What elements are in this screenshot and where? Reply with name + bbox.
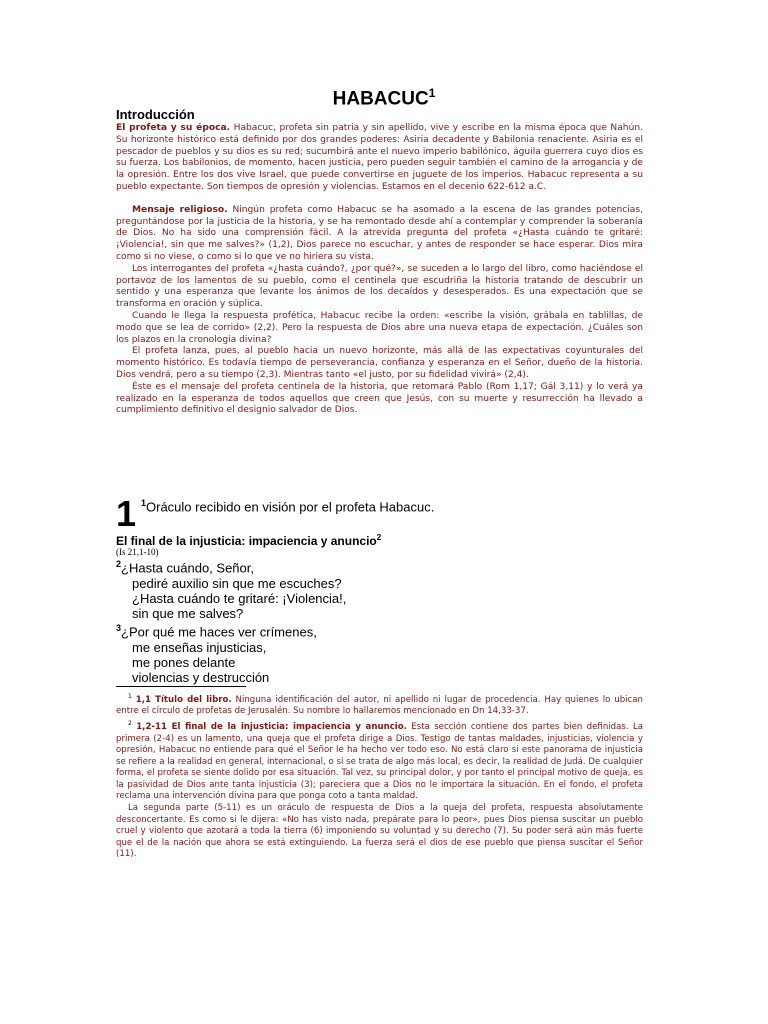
footnote-ref[interactable]: 1 [428, 86, 436, 100]
verse-1: $^1$Oráculo recibido en visión por el profeta Habacuc. [141, 498, 435, 515]
chapter-number: 1 [116, 493, 137, 534]
intro-paragraph: Mensaje religioso. Ningún profeta como Habacuc se ha asomado a la escena de las grandes potencias, preguntándose por la justicia de la historia, y se ha remontado desde ahí a contemplar y comprender la soberanía de Dios. No ha sido una comprensión fácil. A la atrevida pregunta del profeta «¿Hasta cuándo te gritaré: ¡Violencia!, sin que me salves?» (1,2), Dios parece no escuchar, y antes de responder se hace esperar. Dios mira como si no viese, o como si lo que ve no hiriera su vista. [116, 204, 643, 262]
intro-lead: El profeta y su época. [116, 123, 231, 133]
verse-line: pediré auxilio sin que me escuches? [132, 575, 342, 591]
verse-line: violencias y destrucción [132, 670, 270, 686]
verses [116, 557, 346, 685]
footnote-lead: 1,2-11 El final de la injusticia: impaciencia y anuncio. [136, 721, 407, 732]
verse-line: ¿Hasta cuándo te gritaré: ¡Violencia!, [132, 590, 347, 606]
verse-line: me enseñas injusticias, [132, 639, 267, 655]
verse-number: 1 [141, 498, 147, 508]
intro-lead: Mensaje religioso. [132, 204, 228, 215]
footnote: $^2$ 1,2-11 El final de la injusticia: impaciencia y anuncio. Esta sección contiene dos partes bien definidas. La primera (2-4) es un lamento, una queja que el profeta dirige a Dios. Testigo de tantas maldades, injusticias, violencia y opresión, Habacuc no entiende para qué el Señor le ha hecho ver todo eso. No está claro si este panorama de injusticia se refiere a la realidad en general, internacional, o si se trata de algo más local, es decir, la realidad de Judá. De cualquier forma, el profeta se siente dolido por esa situación. Tal vez, su principal dolor, y por tanto el principal motivo de queja, es la pasividad de Dios ante tanta injusticia (3); pareciera que a Dios no le importara la situación. En el fondo, el profeta reclama una intervención divina para que ponga coto a tanta maldad. [116, 720, 644, 802]
intro-paragraph: El profeta y su época. Habacuc, profeta sin patria y sin apellido, vive y escribe en la misma época que Nahún. Su horizonte histórico está definido por dos grandes poderes: Asiria decadente y Babilonia renaciente. Asiria es el pescador de pueblos y su dios es su red; sucumbirá ante el nuevo imperio babilónico, águila guerrera cuyo dios es su fuerza. Los babilonios, de momento, hacen justicia, pero pueden seguir también el camino de la arrogancia y de la opresión. Entre los dos vive Israel, que puede convertirse en juguete de los imperios. Habacuc representa a su pueblo expectante. Son tiempos de opresión y violencias. Estamos en el decenio 622-612 a.C. [116, 123, 643, 192]
footnote: $^1$ 1,1 Título del libro. Ninguna identificación del autor, ni apellido ni lugar de procedencia. Hay quienes lo ubican entre el círculo de profetas de Jerusalén. Su nombre lo hallaremos mencionado en Dn 14,33-37. [116, 693, 643, 717]
footnote-mark: 1 [128, 693, 132, 700]
introduction-heading: Introducción [116, 107, 195, 122]
footnote-lead: 1,1 Título del libro. [135, 694, 232, 705]
introduction-body [116, 123, 643, 417]
verse-number: 3 [116, 623, 122, 634]
intro-paragraph: Éste es el mensaje del profeta centinela de la historia, que retomará Pablo (Rom 1,17; Gál 3,11) y lo verá ya realizado en la esperanza de todos aquellos que creen que Jesús, con su muerte y resurrección ha llevado a cumplimiento definitivo el designio salvador de Dios. [116, 381, 643, 416]
verse-line: $^3$¿Por qué me haces ver crímenes, [116, 623, 317, 640]
footnotes [116, 691, 643, 861]
footnote-ref[interactable]: 2 [376, 533, 382, 542]
section-title: El final de la injusticia: impaciencia y anuncio$^2$ [116, 533, 382, 548]
verse-line: sin que me salves? [132, 605, 244, 621]
footnote-divider [116, 686, 246, 687]
cross-reference: (Is 21,1-10) [116, 547, 159, 557]
intro-paragraph: Los interrogantes del profeta «¿hasta cuándo?, ¿por qué?», se suceden a lo largo del libro, como haciéndose el portavoz de los lamentos de su pueblo, como el centinela que escudriña la historia tratando de descubrir un sentido y una esperanza que levante los ánimos de los decaídos y desesperados. Es una expectación que se transforma en oración y súplica. [116, 263, 643, 310]
verse-line: me pones delante [132, 654, 236, 670]
footnote-mark: 2 [128, 720, 132, 728]
intro-paragraph: El profeta lanza, pues, al pueblo hacia un nuevo horizonte, más allá de las expectativas coyunturales del momento histórico. Es todavía tiempo de perseverancia, confianza y esperanza en el Señor, dueño de la historia. Dios vendrá, pero a su tiempo (2,3). Mientras tanto «el justo, por su fidelidad vivirá» (2,4). [116, 346, 643, 380]
verse-number: 2 [116, 559, 122, 569]
footnote: La segunda parte (5-11) es un oráculo de respuesta de Dios a la queja del profeta, respuesta absolutamente desconcertante. Es como si le dijera: «No has visto nada, prepárate para lo peor», pues Dios piensa suscitar un pueblo cruel y violento que azotará a toda la tierra (6) imponiendo su voluntad y su derecho (7). Su poder será aún más fuerte que el de la nación que ahora se está extinguiendo. La fuerza será el dios de ese pueblo que piensa suscitar el Señor (11). [116, 803, 643, 860]
intro-paragraph: Cuando le llega la respuesta profética, Habacuc recibe la orden: «escribe la visión, grábala en tablillas, de modo que se lea de corrido» (2,2). Pero la respuesta de Dios abre una nueva etapa de expectación. ¿Cuáles son los plazos en la cronología divina? [116, 310, 643, 345]
verse-line: $^2$¿Hasta cuándo, Señor, [116, 559, 254, 576]
book-title: HABACUC$^1$ [332, 86, 436, 110]
